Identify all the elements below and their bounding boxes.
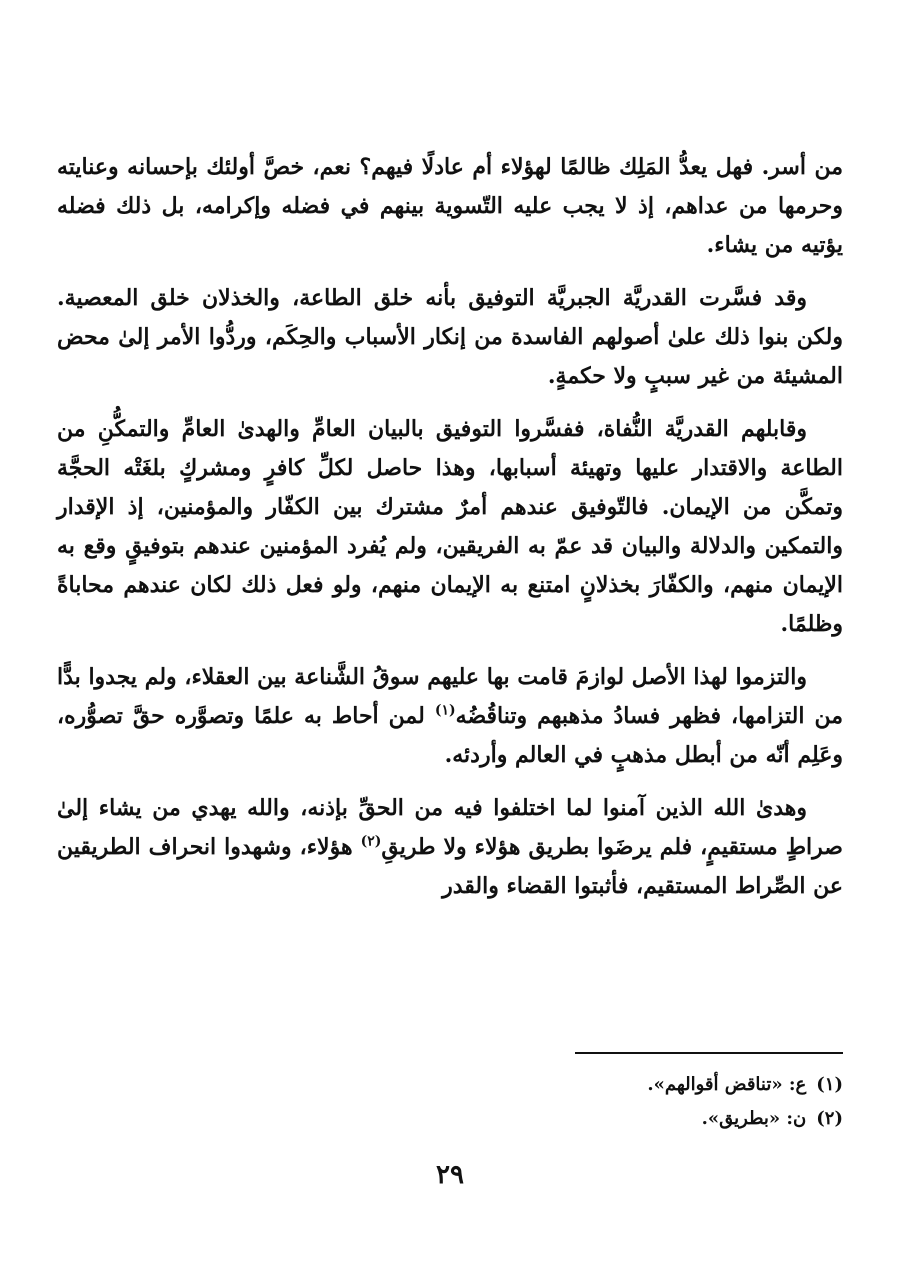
paragraph xyxy=(57,789,843,906)
footnote-number: (١) xyxy=(816,1074,843,1095)
paragraph: وقابلهم القدريَّة النُّفاة، ففسَّروا التوفيق بالبيان العامِّ والهدىٰ العامِّ والتمكُّنِ من الطاعة والاقتدار عليها وتهيئة أسبابها، وهذا حاصل لكلِّ كافرٍ ومشركٍ بلغَتْه الحجَّة وتمكَّن من الإيمان. فالتّوفيق عندهم أمرٌ مشترك بين الكفّار والمؤمنين، إذ الإقدار والتمكين والدلالة والبيان قد عمّ به الفريقين، ولم يُفرد المؤمنين عندهم بتوفيقٍ وقع به الإيمان منهم، والكفّارَ بخذلانٍ امتنع به الإيمان منهم، ولو فعل ذلك لكان عندهم محاباةً وظلمًا. xyxy=(57,416,844,637)
footnote-reference: (١) xyxy=(434,702,456,719)
page-number: ٢٩ xyxy=(436,1160,464,1190)
paragraph-text: وهدىٰ الله الذين آمنوا لما اختلفوا فيه من الحقِّ بإذنه، والله يهدي من يشاء إلىٰ صراطٍ مستقيمٍ، فلم يرضَوا بطريق هؤلاء ولا طريقِ xyxy=(57,795,843,860)
footnote-divider xyxy=(575,1052,843,1054)
footnote-reference: (٢) xyxy=(360,833,382,850)
footnote-text: ن: «بطريق». xyxy=(701,1108,807,1129)
paragraph: وقد فسَّرت القدريَّة الجبريَّة التوفيق بأنه خلق الطاعة، والخذلان خلق المعصية. ولكن بنوا ذلك علىٰ أصولهم الفاسدة من إنكار الأسباب والحِكَم، وردُّوا الأمر إلىٰ محض المشيئة من غير سببٍ ولا حكمةٍ. xyxy=(57,285,843,389)
footnote-number: (٢) xyxy=(816,1108,843,1129)
footnote-text: ع: «تناقض أقوالهم». xyxy=(647,1074,807,1095)
paragraph-text: لمن أحاط به علمًا وتصوَّره حقَّ تصوُّره، وعَلِم أنّه من أبطل مذهبٍ في العالم وأردئه. xyxy=(57,703,843,768)
paragraph-text: والتزموا لهذا الأصل لوازمَ قامت بها عليهم سوقُ الشَّناعة بين العقلاء، ولم يجدوا بدًّا من التزامها، فظهر فسادُ مذهبهم وتناقُضُه xyxy=(57,664,843,729)
page-body xyxy=(57,148,843,920)
paragraph-text: هؤلاء، وشهدوا انحراف الطريقين عن الصِّراط المستقيم، فأثبتوا القضاء والقدر xyxy=(57,834,843,899)
footnotes xyxy=(57,1068,843,1136)
paragraph: من أسر. فهل يعدُّ المَلِك ظالمًا لهؤلاء أم عادلًا فيهم؟ نعم، خصَّ أولئك بإحسانه وعنايته وحرمها من عداهم، إذ لا يجب عليه التّسوية بينهم في فضله وإكرامه، بل ذلك فضله يؤتيه من يشاء. xyxy=(57,154,843,258)
footnote xyxy=(57,1102,843,1136)
footnote xyxy=(57,1068,843,1102)
paragraph xyxy=(57,658,843,775)
